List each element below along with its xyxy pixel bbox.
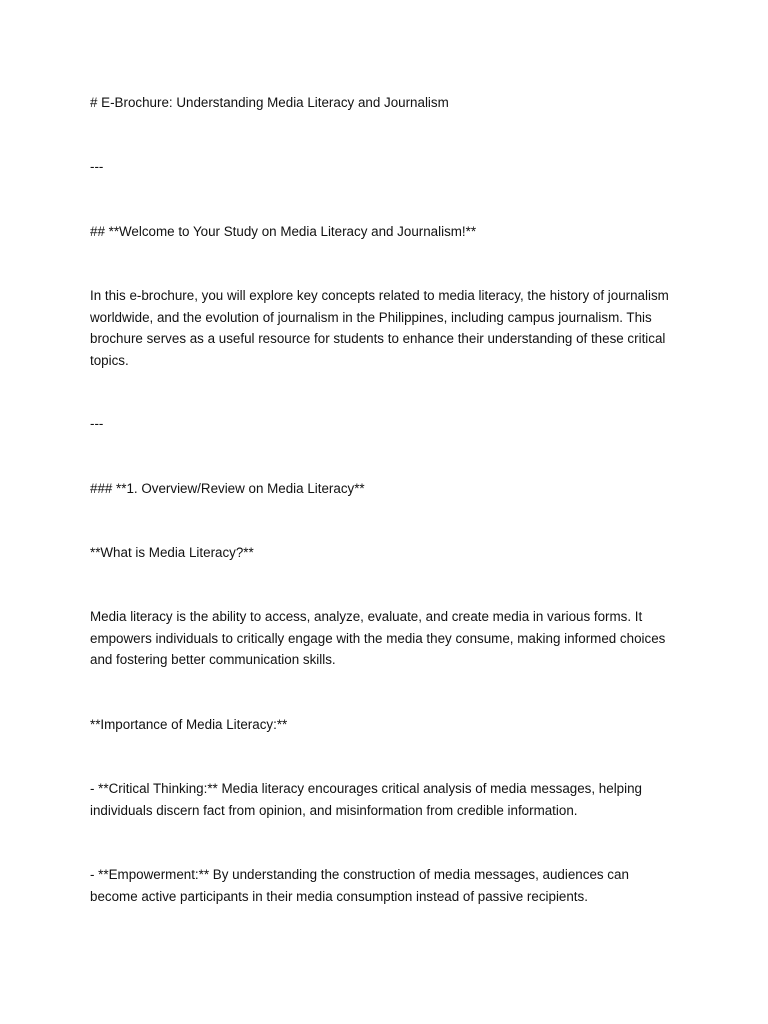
document-title: # E-Brochure: Understanding Media Literacy and Journalism	[90, 95, 449, 110]
definition-paragraph: Media literacy is the ability to access, analyze, evaluate, and create media in various forms. It empowers individuals to critically engage with the media they consume, making informed choices and fostering better communication skills.	[90, 609, 666, 668]
intro-paragraph: In this e-brochure, you will explore key concepts related to media literacy, the history of journalism worldwide, and the evolution of journalism in the Philippines, including campus journalism. This brochure serves as a useful resource for students to enhance their understanding of these critical topics.	[90, 288, 669, 368]
subheading-importance: **Importance of Media Literacy:**	[90, 717, 288, 732]
subheading-what-is: **What is Media Literacy?**	[90, 545, 254, 560]
list-item: - **Empowerment:** By understanding the construction of media messages, audiences can become active participants in their media consumption instead of passive recipients.	[90, 867, 629, 904]
separator-line: ---	[90, 159, 104, 174]
section-heading: ### **1. Overview/Review on Media Literacy**	[90, 481, 365, 496]
list-item: - **Critical Thinking:** Media literacy encourages critical analysis of media messages, helping individuals discern fact from opinion, and misinformation from credible information.	[90, 781, 642, 818]
welcome-heading: ## **Welcome to Your Study on Media Literacy and Journalism!**	[90, 224, 477, 239]
separator-line: ---	[90, 416, 104, 431]
